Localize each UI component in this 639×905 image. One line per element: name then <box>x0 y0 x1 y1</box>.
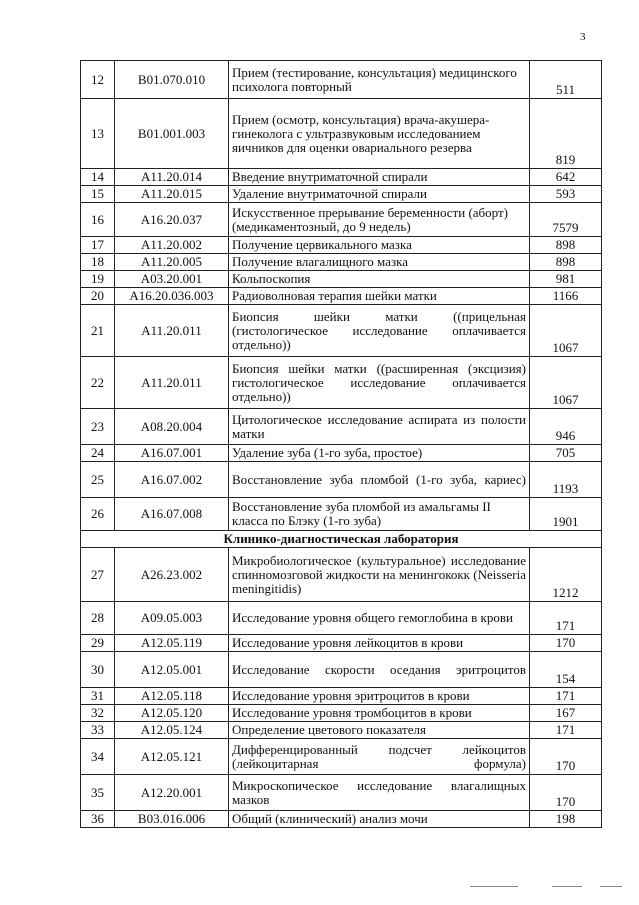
row-number: 30 <box>81 652 115 688</box>
service-price: 1901 <box>530 498 602 531</box>
table-row <box>81 254 602 271</box>
table-body-gynecology <box>81 61 602 531</box>
service-name: Удаление зуба (1-го зуба, простое) <box>229 445 530 462</box>
table-section-lab <box>81 531 602 548</box>
row-number: 20 <box>81 288 115 305</box>
service-name: Биопсия шейки матки ((прицельная (гистологическое исследование оплачивается отдельно)) <box>229 305 530 357</box>
service-name: Определение цветового показателя <box>229 722 530 739</box>
table-row <box>81 169 602 186</box>
service-price: 511 <box>530 61 602 99</box>
table-row <box>81 186 602 203</box>
scan-mark <box>470 886 518 887</box>
table-row <box>81 548 602 602</box>
service-price: 1166 <box>530 288 602 305</box>
service-code: A12.05.124 <box>115 722 229 739</box>
row-number: 21 <box>81 305 115 357</box>
table-row <box>81 271 602 288</box>
service-price: 819 <box>530 99 602 169</box>
row-number: 17 <box>81 237 115 254</box>
table-row <box>81 811 602 828</box>
service-code: A11.20.015 <box>115 186 229 203</box>
service-code: A12.05.120 <box>115 705 229 722</box>
service-code: A16.07.001 <box>115 445 229 462</box>
table-row <box>81 705 602 722</box>
service-price: 171 <box>530 602 602 635</box>
service-name: Исследование скорости оседания эритроцитов <box>229 652 530 688</box>
price-table <box>80 60 602 828</box>
service-name: Прием (тестирование, консультация) медицинского психолога повторный <box>229 61 530 99</box>
service-code: A11.20.014 <box>115 169 229 186</box>
row-number: 15 <box>81 186 115 203</box>
service-price: 167 <box>530 705 602 722</box>
service-code: A16.20.036.003 <box>115 288 229 305</box>
service-name: Радиоволновая терапия шейки матки <box>229 288 530 305</box>
row-number: 19 <box>81 271 115 288</box>
row-number: 36 <box>81 811 115 828</box>
service-code: A16.20.037 <box>115 203 229 237</box>
service-code: A11.20.011 <box>115 305 229 357</box>
service-code: A11.20.005 <box>115 254 229 271</box>
service-price: 898 <box>530 237 602 254</box>
service-name: Биопсия шейки матки ((расширенная (эксцизия) гистологическое исследование оплачивается отдельно)) <box>229 357 530 409</box>
service-price: 198 <box>530 811 602 828</box>
service-price: 981 <box>530 271 602 288</box>
row-number: 32 <box>81 705 115 722</box>
table-row <box>81 722 602 739</box>
service-code: A12.05.001 <box>115 652 229 688</box>
table-row <box>81 602 602 635</box>
service-code: A11.20.002 <box>115 237 229 254</box>
row-number: 34 <box>81 739 115 775</box>
service-name: Исследование уровня лейкоцитов в крови <box>229 635 530 652</box>
service-name: Восстановление зуба пломбой (1-го зуба, кариес) <box>229 462 530 498</box>
service-name: Исследование уровня общего гемоглобина в крови <box>229 602 530 635</box>
row-number: 26 <box>81 498 115 531</box>
table-row <box>81 498 602 531</box>
scan-mark <box>552 886 582 887</box>
service-price: 170 <box>530 739 602 775</box>
service-code: A16.07.008 <box>115 498 229 531</box>
section-row <box>81 531 602 548</box>
service-name: Микробиологическое (культуральное) исследование спинномозговой жидкости на менингококк (Neisseria meningitidis) <box>229 548 530 602</box>
service-price: 1193 <box>530 462 602 498</box>
service-name: Искусственное прерывание беременности (аборт) (медикаментозный, до 9 недель) <box>229 203 530 237</box>
table-row <box>81 739 602 775</box>
service-code: A03.20.001 <box>115 271 229 288</box>
service-price: 154 <box>530 652 602 688</box>
service-price: 171 <box>530 722 602 739</box>
row-number: 31 <box>81 688 115 705</box>
service-price: 705 <box>530 445 602 462</box>
table-row <box>81 652 602 688</box>
service-price: 946 <box>530 409 602 445</box>
service-name: Микроскопическое исследование влагалищных мазков <box>229 775 530 811</box>
section-title: Клинико-диагностическая лаборатория <box>81 531 602 548</box>
service-price: 170 <box>530 775 602 811</box>
service-price: 642 <box>530 169 602 186</box>
service-name: Дифференцированный подсчет лейкоцитов (лейкоцитарная формула) <box>229 739 530 775</box>
service-name: Общий (клинический) анализ мочи <box>229 811 530 828</box>
service-code: A26.23.002 <box>115 548 229 602</box>
table-row <box>81 775 602 811</box>
service-name: Получение влагалищного мазка <box>229 254 530 271</box>
page-number: 3 <box>580 31 586 43</box>
row-number: 33 <box>81 722 115 739</box>
service-price: 1067 <box>530 305 602 357</box>
service-name: Получение цервикального мазка <box>229 237 530 254</box>
service-price: 898 <box>530 254 602 271</box>
service-code: A12.05.119 <box>115 635 229 652</box>
service-code: B03.016.006 <box>115 811 229 828</box>
row-number: 35 <box>81 775 115 811</box>
table-row <box>81 203 602 237</box>
service-code: A11.20.011 <box>115 357 229 409</box>
table-row <box>81 445 602 462</box>
service-code: A16.07.002 <box>115 462 229 498</box>
service-code: A08.20.004 <box>115 409 229 445</box>
row-number: 22 <box>81 357 115 409</box>
service-code: B01.001.003 <box>115 99 229 169</box>
row-number: 28 <box>81 602 115 635</box>
table-row <box>81 237 602 254</box>
table-row <box>81 357 602 409</box>
service-price: 7579 <box>530 203 602 237</box>
service-code: A12.05.118 <box>115 688 229 705</box>
service-code: B01.070.010 <box>115 61 229 99</box>
service-name: Кольпоскопия <box>229 271 530 288</box>
scan-mark <box>600 886 622 887</box>
service-price: 1212 <box>530 548 602 602</box>
service-code: A09.05.003 <box>115 602 229 635</box>
row-number: 12 <box>81 61 115 99</box>
service-name: Исследование уровня эритроцитов в крови <box>229 688 530 705</box>
table-row <box>81 99 602 169</box>
row-number: 27 <box>81 548 115 602</box>
service-code: A12.20.001 <box>115 775 229 811</box>
row-number: 25 <box>81 462 115 498</box>
row-number: 18 <box>81 254 115 271</box>
service-name: Прием (осмотр, консультация) врача-акушера-гинеколога с ультразвуковым исследованием яичников для оценки овариального резерва <box>229 99 530 169</box>
row-number: 14 <box>81 169 115 186</box>
row-number: 13 <box>81 99 115 169</box>
service-code: A12.05.121 <box>115 739 229 775</box>
table-row <box>81 635 602 652</box>
table-row <box>81 61 602 99</box>
row-number: 29 <box>81 635 115 652</box>
table-row <box>81 409 602 445</box>
table-row <box>81 462 602 498</box>
service-price: 170 <box>530 635 602 652</box>
row-number: 24 <box>81 445 115 462</box>
service-name: Исследование уровня тромбоцитов в крови <box>229 705 530 722</box>
service-price: 1067 <box>530 357 602 409</box>
row-number: 16 <box>81 203 115 237</box>
service-price: 593 <box>530 186 602 203</box>
service-name: Цитологическое исследование аспирата из полости матки <box>229 409 530 445</box>
service-name: Восстановление зуба пломбой из амальгамы II класса по Блэку (1-го зуба) <box>229 498 530 531</box>
footer-scan-marks <box>470 886 630 890</box>
table-row <box>81 288 602 305</box>
table-body-lab <box>81 548 602 828</box>
service-price: 171 <box>530 688 602 705</box>
service-name: Введение внутриматочной спирали <box>229 169 530 186</box>
table-row <box>81 688 602 705</box>
row-number: 23 <box>81 409 115 445</box>
service-name: Удаление внутриматочной спирали <box>229 186 530 203</box>
table-row <box>81 305 602 357</box>
